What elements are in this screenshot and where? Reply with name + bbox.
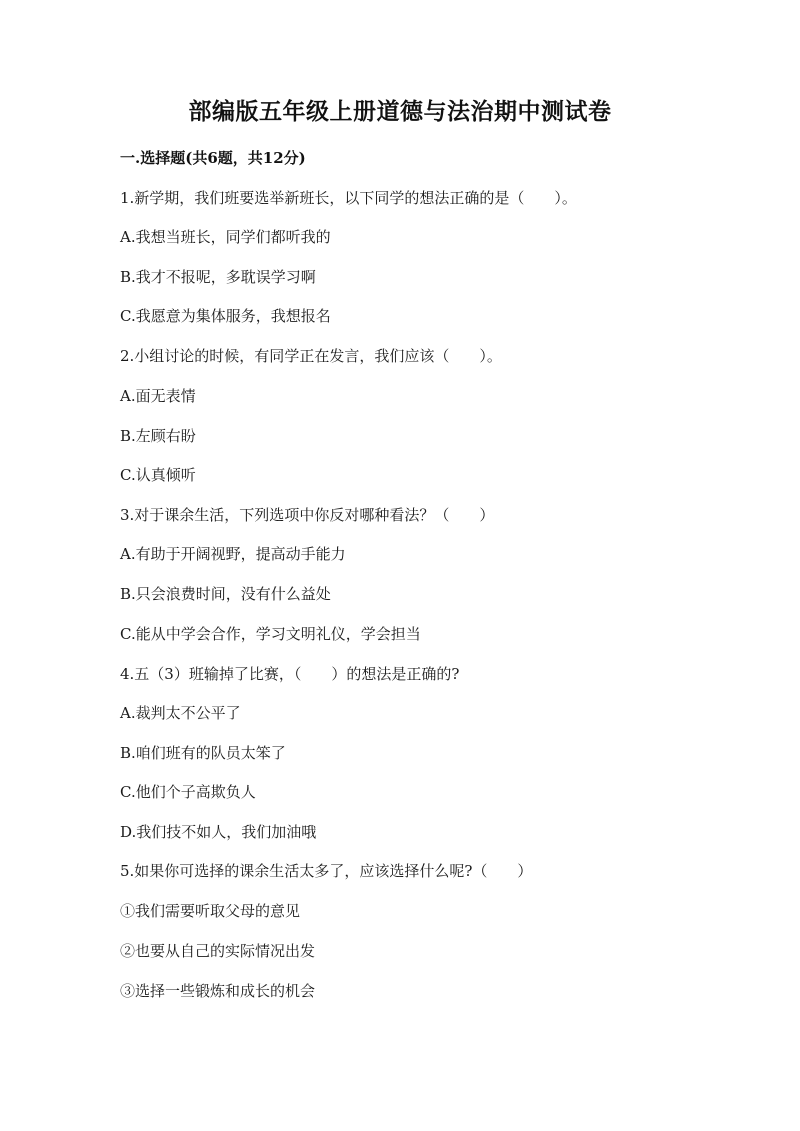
question-2-stem: 2.小组讨论的时候，有同学正在发言，我们应该（ ）。 — [120, 347, 502, 365]
question-1-option-a: A.我想当班长，同学们都听我的 — [120, 228, 331, 246]
question-4-option-d: D.我们技不如人，我们加油哦 — [120, 823, 317, 841]
page-title: 部编版五年级上册道德与法治期中测试卷 — [188, 98, 612, 125]
question-1-stem: 1.新学期，我们班要选举新班长，以下同学的想法正确的是（ ）。 — [120, 189, 577, 207]
question-5-statement-1: ①我们需要听取父母的意见 — [120, 902, 301, 920]
question-5-stem: 5.如果你可选择的课余生活太多了，应该选择什么呢?（ ） — [120, 862, 533, 880]
question-3-option-b: B.只会浪费时间，没有什么益处 — [120, 585, 331, 603]
question-3-stem: 3.对于课余生活，下列选项中你反对哪种看法？（ ） — [120, 506, 495, 524]
question-1-option-b: B.我才不报呢，多耽误学习啊 — [120, 268, 316, 286]
question-4-option-b: B.咱们班有的队员太笨了 — [120, 744, 286, 762]
question-4-option-a: A.裁判太不公平了 — [120, 704, 241, 722]
question-2-option-c: C.认真倾听 — [120, 466, 196, 484]
question-2-option-b: B.左顾右盼 — [120, 427, 196, 445]
question-4-stem: 4.五（3）班输掉了比赛，（ ）的想法是正确的? — [120, 665, 460, 683]
question-5-statement-3: ③选择一些锻炼和成长的机会 — [120, 982, 316, 1000]
question-3-option-a: A.有助于开阔视野，提高动手能力 — [120, 545, 346, 563]
section-heading: 一.选择题(共6题，共12分) — [120, 149, 306, 167]
question-1-option-c: C.我愿意为集体服务，我想报名 — [120, 307, 331, 325]
question-3-option-c: C.能从中学会合作，学习文明礼仪，学会担当 — [120, 625, 421, 643]
question-4-option-c: C.他们个子高欺负人 — [120, 783, 256, 801]
question-5-statement-2: ②也要从自己的实际情况出发 — [120, 942, 316, 960]
question-2-option-a: A.面无表情 — [120, 387, 196, 405]
